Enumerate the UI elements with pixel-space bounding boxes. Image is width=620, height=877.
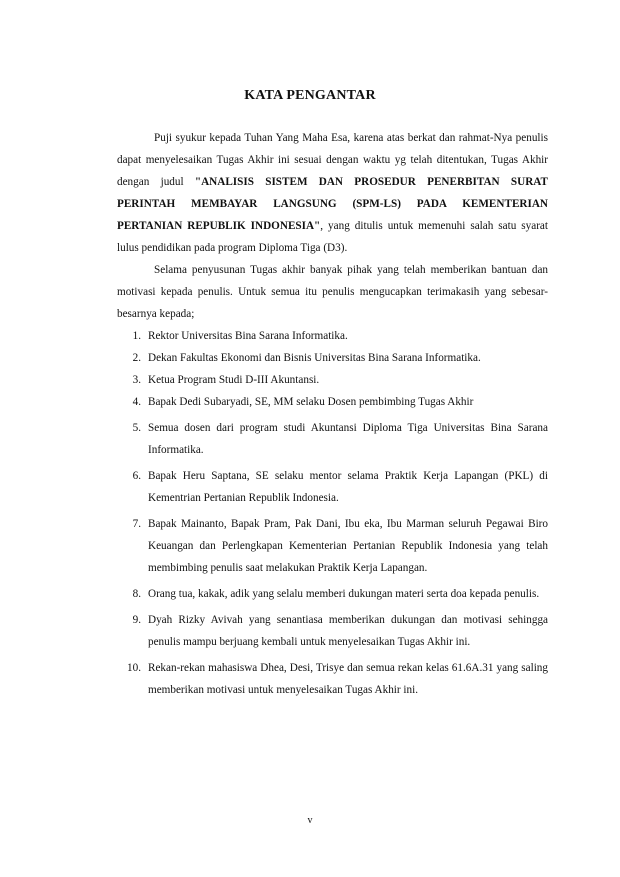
list-item-number: 7.: [132, 518, 141, 530]
acknowledgement-list: [117, 325, 548, 701]
paragraph-intro-start: Puji syukur kepada Tuhan Yang Maha Esa, karena atas berkat dan rahmat-Nya penulis dapat menyelesaikan Tugas Akhir ini sesuai dengan waktu yg telah ditentukan, Tugas Akhir dengan judul: [117, 132, 548, 188]
list-item-number: 6.: [132, 470, 141, 482]
list-item-text: Bapak Dedi Subaryadi, SE, MM selaku Dosen pembimbing Tugas Akhir: [148, 396, 474, 408]
list-item: [117, 347, 548, 369]
list-item-number: 5.: [132, 422, 141, 434]
thesis-title: "ANALISIS SISTEM DAN PROSEDUR PENERBITAN SURAT PERINTAH MEMBAYAR LANGSUNG (SPM-LS) PADA KEMENTERIAN PERTANIAN REPUBLIK INDONESIA": [117, 176, 548, 232]
list-item: [117, 391, 548, 413]
list-item: [117, 609, 548, 653]
list-item: [117, 369, 548, 391]
list-item: [117, 657, 548, 701]
page-content: [117, 127, 548, 701]
list-item-text: Semua dosen dari program studi Akuntansi Diploma Tiga Universitas Bina Sarana Informatika.: [148, 422, 548, 456]
list-item: [117, 417, 548, 461]
list-item-number: 1.: [132, 330, 141, 342]
list-item: [117, 513, 548, 579]
page-title: KATA PENGANTAR: [244, 88, 376, 103]
list-item-text: Ketua Program Studi D-III Akuntansi.: [148, 374, 320, 386]
page-number: v: [307, 815, 313, 826]
list-item: [117, 583, 548, 605]
list-item-number: 10.: [127, 662, 141, 674]
paragraph-intro: [117, 127, 548, 259]
list-item-text: Rektor Universitas Bina Sarana Informatika.: [148, 330, 348, 342]
list-item-number: 8.: [132, 588, 141, 600]
list-item-text: Bapak Heru Saptana, SE selaku mentor selama Praktik Kerja Lapangan (PKL) di Kementrian Pertanian Republik Indonesia.: [148, 470, 548, 504]
list-item-number: 9.: [132, 614, 141, 626]
list-item-number: 3.: [132, 374, 141, 386]
list-item-text: Rekan-rekan mahasiswa Dhea, Desi, Trisye dan semua rekan kelas 61.6A.31 yang saling memberikan motivasi untuk menyelesaikan Tugas Akhir ini.: [148, 662, 548, 696]
list-item: [117, 325, 548, 347]
list-item-text: Orang tua, kakak, adik yang selalu memberi dukungan materi serta doa kepada penulis.: [148, 588, 540, 600]
list-item: [117, 465, 548, 509]
list-item-text: Bapak Mainanto, Bapak Pram, Pak Dani, Ibu eka, Ibu Marman seluruh Pegawai Biro Keuangan dan Perlengkapan Kementerian Pertanian Republik Indonesia yang telah membimbing penulis saat melakukan Praktik Kerja Lapangan.: [148, 518, 548, 574]
list-item-text: Dekan Fakultas Ekonomi dan Bisnis Universitas Bina Sarana Informatika.: [148, 352, 481, 364]
paragraph-intro-end: , yang ditulis untuk memenuhi salah satu syarat lulus pendidikan pada program Diploma Tiga (D3).: [117, 220, 548, 254]
list-item-number: 4.: [132, 396, 141, 408]
paragraph-thanks: Selama penyusunan Tugas akhir banyak pihak yang telah memberikan bantuan dan motivasi kepada penulis. Untuk semua itu penulis mengucapkan terimakasih yang sebesar-besarnya kepada;: [117, 264, 548, 320]
list-item-text: Dyah Rizky Avivah yang senantiasa memberikan dukungan dan motivasi sehingga penulis mampu berjuang kembali untuk menyelesaikan Tugas Akhir ini.: [148, 614, 548, 648]
list-item-number: 2.: [132, 352, 141, 364]
